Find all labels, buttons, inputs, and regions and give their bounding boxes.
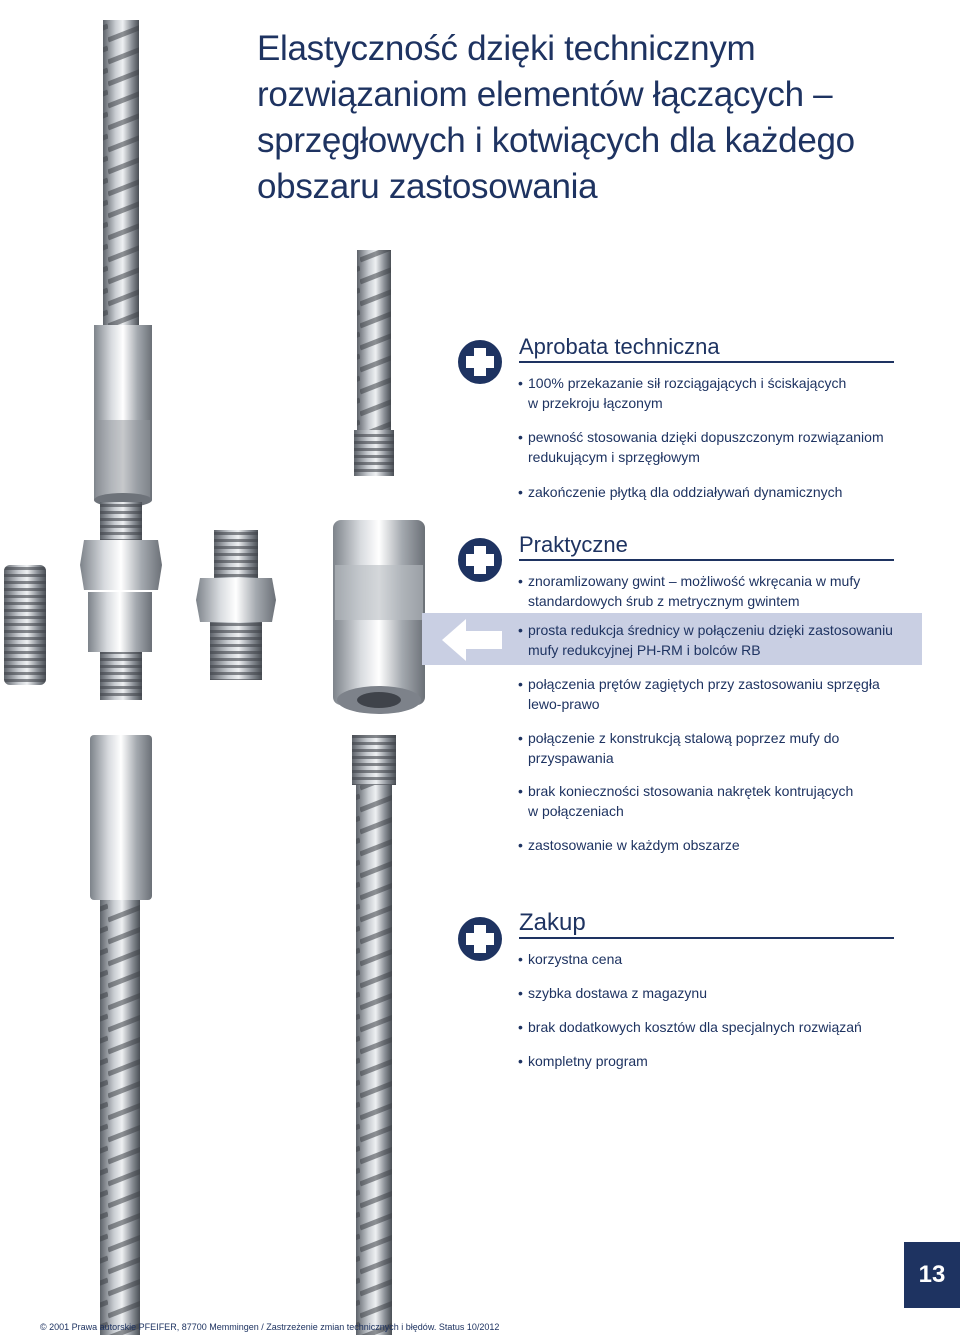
bullet-icon: •	[518, 484, 523, 500]
list-item-text: mufy redukcyjnej PH-RM i bolców RB	[528, 642, 761, 658]
list-item-text: zastosowanie w każdym obszarze	[528, 837, 740, 853]
copyright-footer: © 2001 Prawa autorskie PFEIFER, 87700 Memmingen / Zastrzeżenie zmian technicznych i błędów. Status 10/2012	[40, 1322, 500, 1332]
list-item-text: standardowych śrub z metrycznym gwintem	[528, 593, 800, 609]
list-item-text: lewo-prawo	[528, 696, 600, 712]
bullet-icon: •	[518, 429, 523, 445]
list-item	[518, 1051, 898, 1071]
list-item-text: szybka dostawa z magazynu	[528, 985, 707, 1001]
bullet-icon: •	[518, 1019, 523, 1035]
list-item-text: przyspawania	[528, 750, 614, 766]
bullet-icon: •	[518, 951, 523, 967]
bullet-icon: •	[518, 730, 523, 746]
list-item	[518, 620, 898, 660]
list-item	[518, 674, 898, 714]
section-heading-praktyczne: Praktyczne	[519, 533, 894, 561]
list-item	[518, 781, 898, 821]
section-heading-zakup: Zakup	[519, 911, 894, 939]
plus-icon	[458, 340, 502, 384]
list-item-text: redukującym i sprzęgłowym	[528, 449, 700, 465]
title-line: rozwiązaniom elementów łączących –	[257, 75, 833, 114]
page-title	[257, 26, 937, 210]
list-item-text: prosta redukcja średnicy w połączeniu dzięki zastosowaniu	[528, 622, 893, 638]
list-item-text: 100% przekazanie sił rozciągających i ściskających	[528, 375, 847, 391]
title-line: sprzęgłowych i kotwiących dla każdego	[257, 121, 855, 160]
list-item	[518, 571, 898, 611]
bullet-icon: •	[518, 676, 523, 692]
title-line: Elastyczność dzięki technicznym	[257, 29, 756, 68]
arrow-left-icon	[440, 617, 504, 663]
list-item	[518, 949, 898, 969]
title-line: obszaru zastosowania	[257, 167, 598, 206]
page-number: 13	[904, 1242, 960, 1308]
bullet-icon: •	[518, 375, 523, 391]
section-heading-aprobata: Aprobata techniczna	[519, 335, 894, 363]
bullet-icon: •	[518, 837, 523, 853]
list-item-text: połączenie z konstrukcją stalową poprzez mufy do	[528, 730, 840, 746]
list-item	[518, 728, 898, 768]
bullet-icon: •	[518, 985, 523, 1001]
list-item	[518, 983, 898, 1003]
list-item-text: pewność stosowania dzięki dopuszczonym rozwiązaniom	[528, 429, 884, 445]
list-item-text: zakończenie płytką dla oddziaływań dynamicznych	[528, 484, 843, 500]
bullet-icon: •	[518, 622, 523, 638]
plus-icon	[458, 538, 502, 582]
list-item-text: w przekroju łączonym	[528, 395, 663, 411]
list-item-text: znoramlizowany gwint – możliwość wkręcania w mufy	[528, 573, 861, 589]
list-item	[518, 373, 898, 413]
list-item	[518, 835, 898, 855]
plus-icon	[458, 917, 502, 961]
list-item-text: brak dodatkowych kosztów dla specjalnych rozwiązań	[528, 1019, 862, 1035]
list-item	[518, 427, 898, 467]
list-item-text: korzystna cena	[528, 951, 623, 967]
bullet-icon: •	[518, 1053, 523, 1069]
list-item	[518, 482, 898, 502]
list-item-text: brak konieczności stosowania nakrętek kontrujących	[528, 783, 854, 799]
list-item	[518, 1017, 898, 1037]
bullet-icon: •	[518, 783, 523, 799]
bullet-icon: •	[518, 573, 523, 589]
list-item-text: połączenia prętów zagiętych przy zastosowaniu sprzęgła	[528, 676, 880, 692]
list-item-text: w połączeniach	[528, 803, 624, 819]
list-item-text: kompletny program	[528, 1053, 648, 1069]
